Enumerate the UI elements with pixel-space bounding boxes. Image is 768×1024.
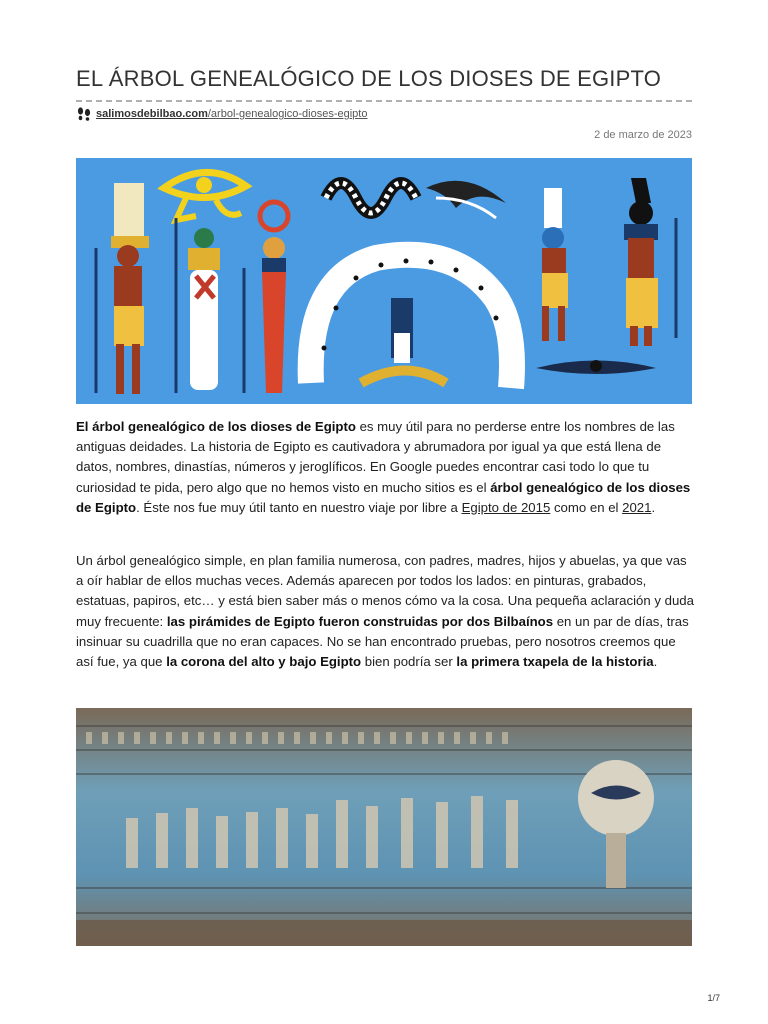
bold-text: la primera txapela de la historia: [456, 654, 654, 670]
page-title: EL ÁRBOL GENEALÓGICO DE LOS DIOSES DE EGIPTO: [76, 66, 662, 91]
bold-text: las pirámides de Egipto fueron construidas por dos Bilbaínos: [166, 613, 554, 629]
bold-text: árbol genealógico de los dioses de Egipto: [76, 479, 691, 515]
footprints-icon: [76, 107, 92, 121]
text: .: [651, 499, 656, 515]
source-line: [76, 107, 367, 121]
text: Un árbol genealógico simple, en plan familia numerosa, con padres, madres, hijos y abuelas, ya que vas a oír hablar de ellos muchas veces. Además aparecen por todos los lados: en pinturas, grabados, estatuas, papiros, etc… y está bien saber más o menos cómo va la cosa. Una pequeña aclaración y duda muy frecuente:: [76, 553, 694, 629]
text: . Éste nos fue muy útil tanto en nuestro viaje por libre a: [136, 499, 462, 515]
link-2021[interactable]: 2021: [622, 499, 652, 515]
source-path: /arbol-genealogico-dioses-egipto: [207, 108, 368, 120]
hero-illustration: [76, 158, 692, 404]
publish-date: 2 de marzo de 2023: [594, 129, 692, 141]
temple-relief-illustration: [76, 708, 692, 946]
paragraph-second: [76, 551, 694, 672]
hero-image-egyptian-gods: [76, 158, 692, 404]
title-divider: [76, 100, 692, 102]
text: .: [653, 654, 658, 670]
page-number: 1/7: [707, 993, 720, 1003]
text: bien podría ser: [361, 654, 457, 670]
link-egipto-2015[interactable]: Egipto de 2015: [461, 499, 551, 515]
bold-text: la corona del alto y bajo Egipto: [166, 654, 362, 670]
text: es muy útil para no perderse entre los nombres de las antiguas deidades. La historia de Egipto es cautivadora y abrumadora por igual ya que está llena de datos, nombres, dinastías, números y jeroglíficos. En Google puedes encontrar casi todo lo que tu curiosidad te pida, pero algo que no hemos visto en mucho sitios es el: [76, 419, 675, 495]
bold-text: El árbol genealógico de los dioses de Egipto: [76, 419, 356, 434]
source-domain: salimosdebilbao.com: [96, 108, 208, 120]
text: como en el: [550, 499, 623, 515]
temple-ceiling-image: [76, 708, 692, 946]
paragraph-intro: [76, 417, 694, 518]
source-link[interactable]: [96, 108, 367, 120]
text: en un par de días, tras insinuar su cuadrilla que no eran capaces. No se han encontrado pruebas, pero nosotros creemos que así fue, ya que: [76, 613, 689, 670]
